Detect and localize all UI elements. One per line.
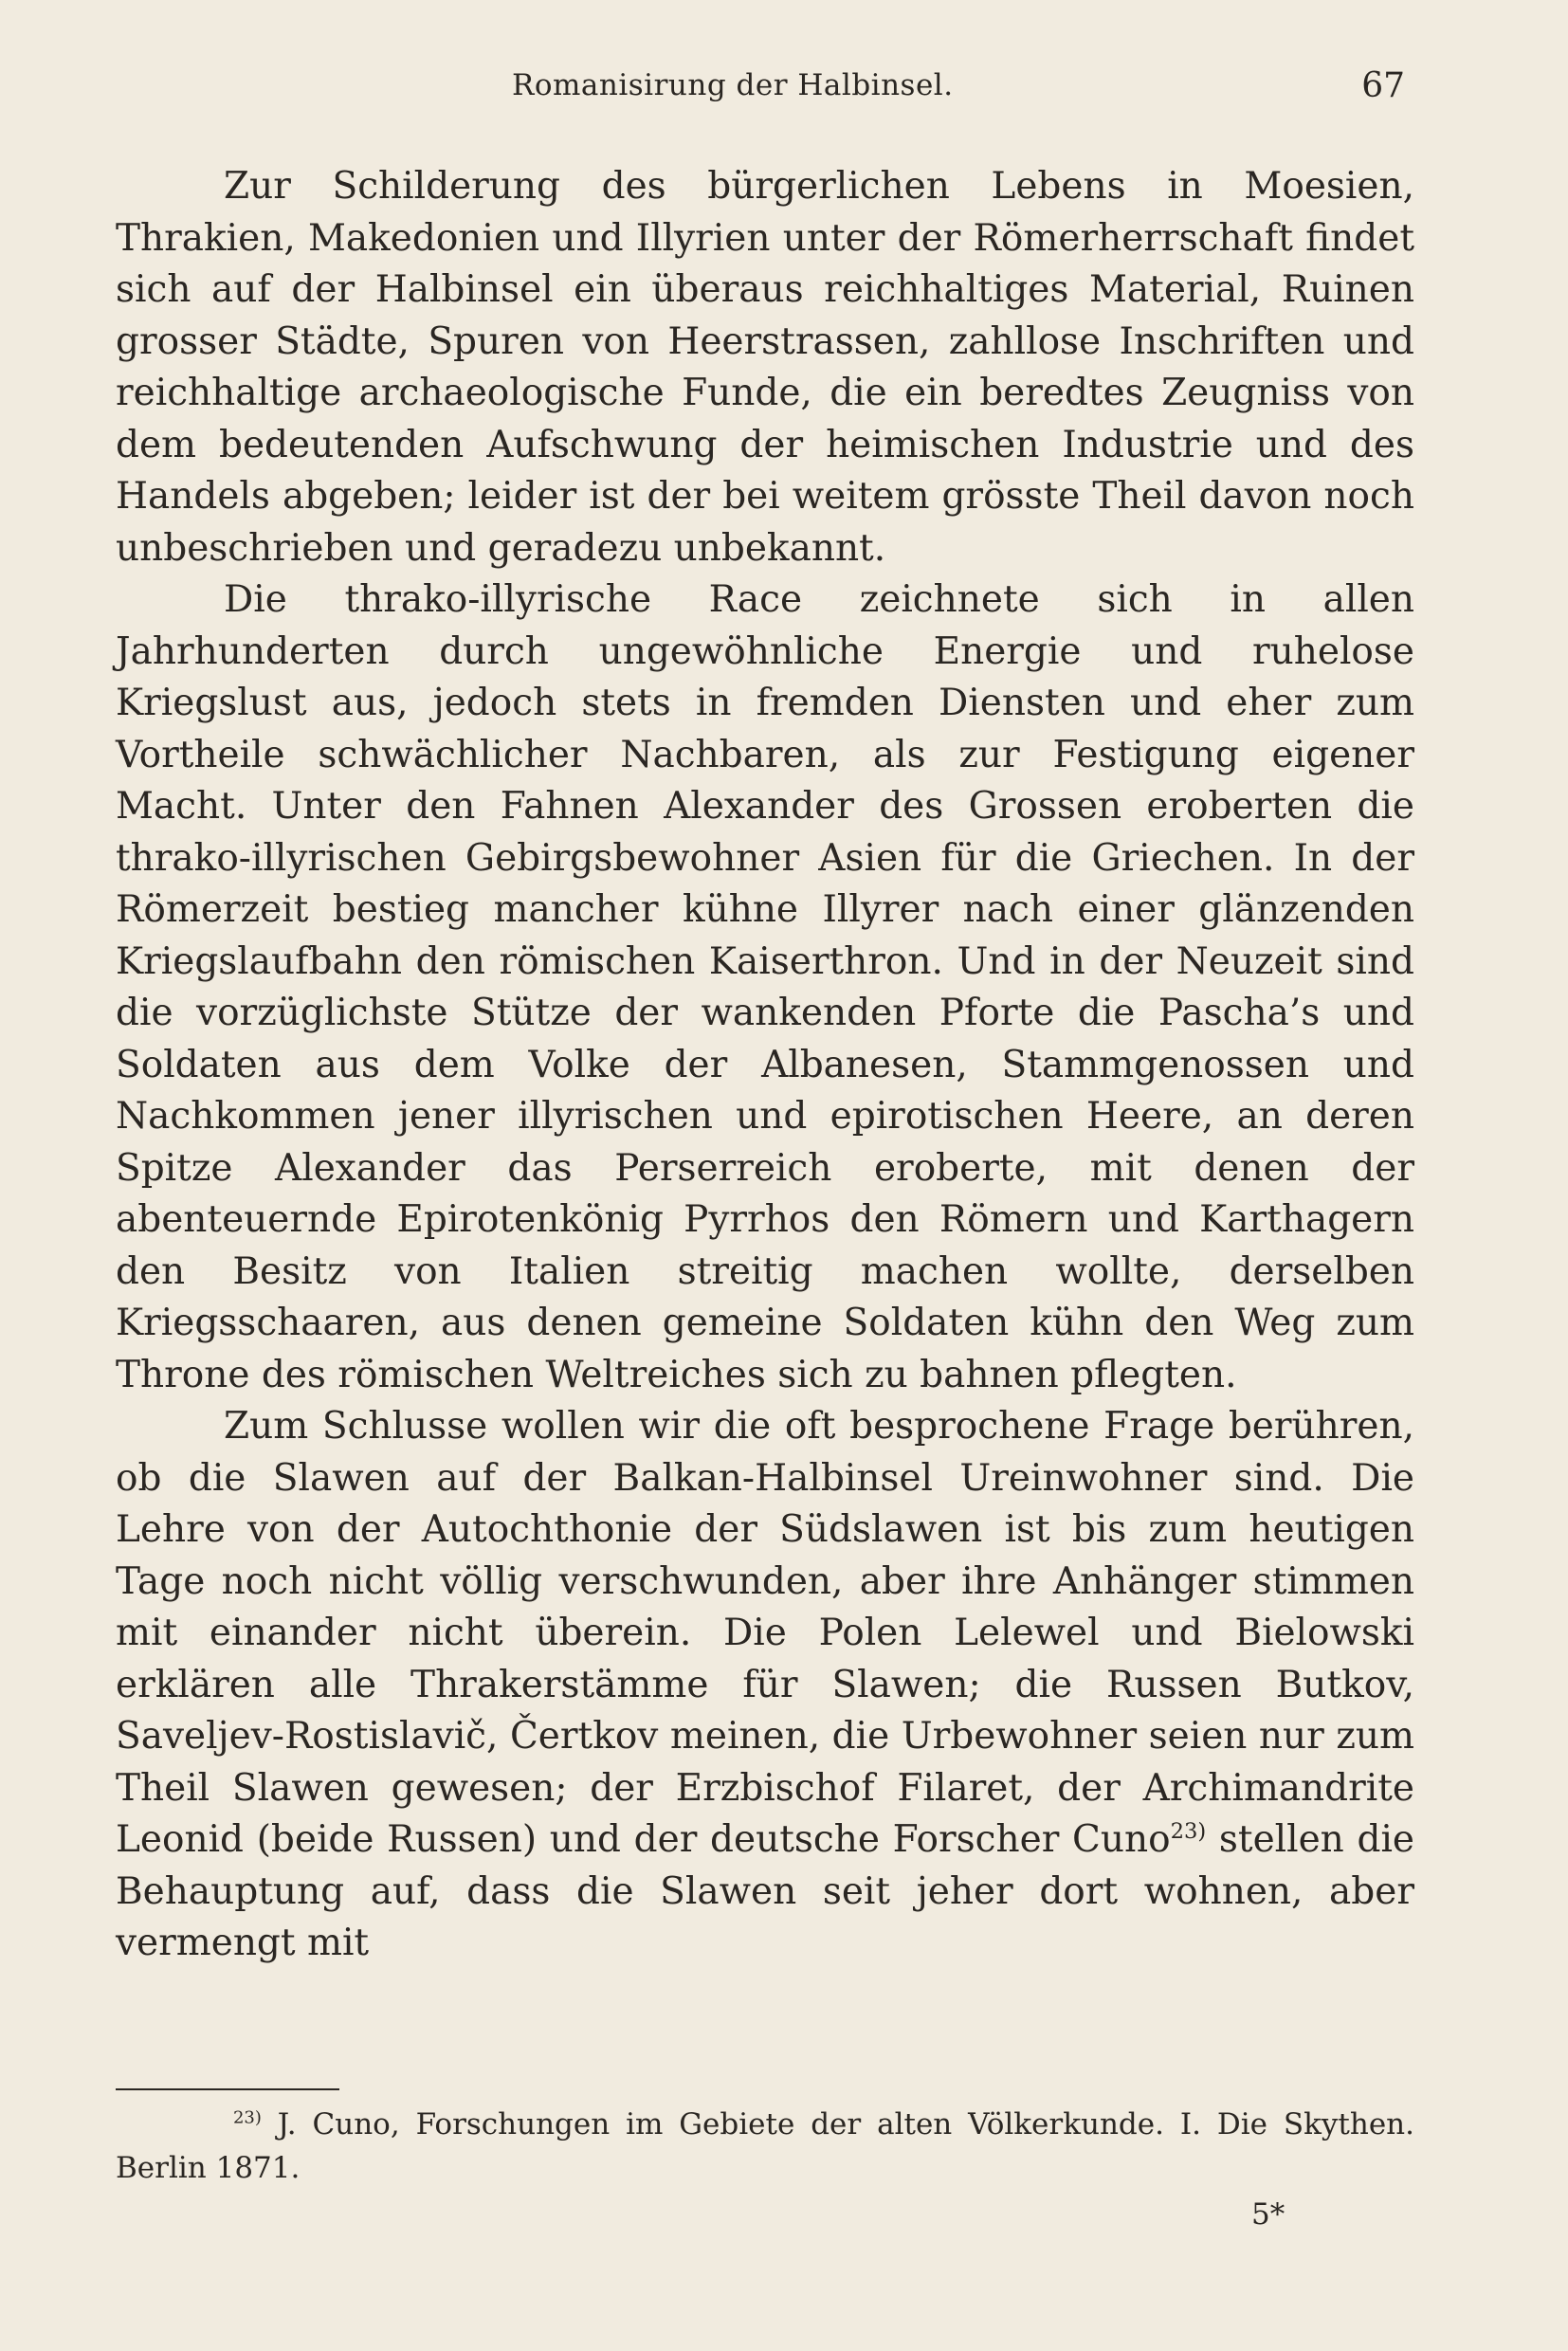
footnote-reference-23: 23)	[1170, 1819, 1207, 1844]
paragraph-2: Die thrako-illyrische Race zeichnete sich in allen Jahrhunderten durch ungewöhnliche Energie und ruhelose Kriegslust aus, jedoch stets in fremden Diensten und eher zum Vortheile schwächlicher Nachbaren, als zur Festigung eigener Macht. Unter den Fahnen Alexander des Grossen eroberten die thrako-illyrischen Gebirgsbewohner Asien für die Griechen. In der Römerzeit bestieg mancher kühne Illyrer nach einer glänzenden Kriegslaufbahn den römischen Kaiserthron. Und in der Neuzeit sind die vorzüglichste Stütze der wankenden Pforte die Pascha’s und Soldaten aus dem Volke der Albanesen, Stammgenossen und Nachkommen jener illyrischen und epirotischen Heere, an deren Spitze Alexander das Perserreich eroberte, mit denen der abenteuernde Epirotenkönig Pyrrhos den Römern und Karthagern den Besitz von Italien streitig machen wollte, derselben Kriegsschaaren, aus denen gemeine Soldaten kühn den Weg zum Throne des römischen Weltreiches sich zu bahnen pflegten.	[116, 578, 1414, 1396]
signature-mark: 5*	[1251, 2197, 1285, 2232]
footnote-23	[116, 2103, 1414, 2190]
main-text	[116, 161, 1414, 1970]
paragraph-3-text-after-reference: stellen die Behauptung auf, dass die Slawen seit jeher dort wohnen, aber vermengt mit	[116, 1818, 1415, 1964]
footnote-text: J. Cuno, Forschungen im Gebiete der alten Völkerkunde. I. Die Skythen. Berlin 1871.	[116, 2107, 1414, 2185]
footnotes	[116, 2103, 1414, 2190]
page-header	[0, 57, 1568, 114]
paragraph-3	[116, 1401, 1414, 1970]
paragraph-1: Zur Schilderung des bürgerlichen Lebens in Moesien, Thrakien, Makedonien und Illyrien unter der Römerherrschaft findet sich auf der Halbinsel ein überaus reichhaltiges Material, Ruinen grosser Städte, Spuren von Heerstrassen, zahllose Inschriften und reichhaltige archaeologische Funde, die ein beredtes Zeugniss von dem bedeutenden Aufschwung der heimischen Industrie und des Handels abgeben; leider ist der bei weitem grösste Theil davon noch unbeschrieben und geradezu unbekannt.	[116, 165, 1414, 570]
footnote-marker: 23)	[233, 2107, 262, 2128]
page-number: 67	[1361, 66, 1405, 105]
running-head: Romanisirung der Halbinsel.	[512, 68, 954, 102]
paragraph-3-text-before-reference: Zum Schlusse wollen wir die oft besprochene Frage berühren, ob die Slawen auf der Balkan-Halbinsel Ureinwohner sind. Die Lehre von der Autochthonie der Südslawen ist bis zum heutigen Tage noch nicht völlig verschwunden, aber ihre Anhänger stimmen mit einander nicht überein. Die Polen Lelewel und Bielowski erklären alle Thrakerstämme für Slawen; die Russen Butkov, Saveljev-Rostislavič, Čertkov meinen, die Urbewohner seien nur zum Theil Slawen gewesen; der Erzbischof Filaret, der Archimandrite Leonid (beide Russen) und der deutsche Forscher Cuno	[116, 1405, 1414, 1861]
footnote-divider	[116, 2088, 339, 2090]
